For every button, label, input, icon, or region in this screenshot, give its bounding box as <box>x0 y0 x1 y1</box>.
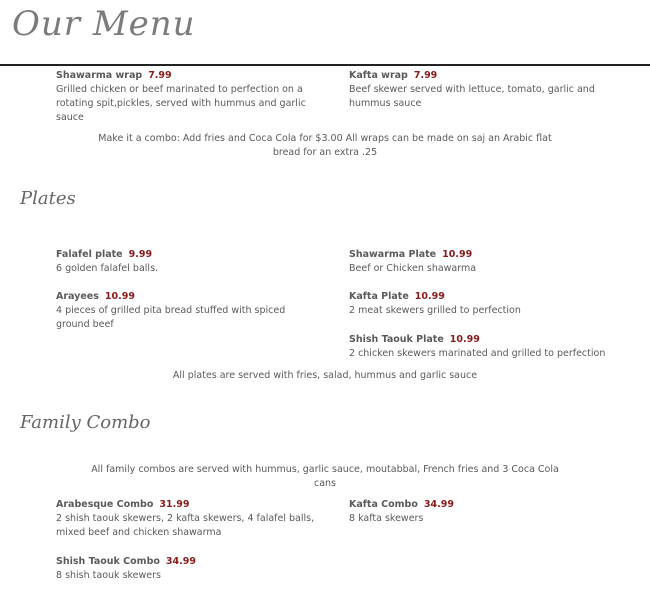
item-description: 8 kafta skewers <box>349 513 424 524</box>
menu-item-kafta-wrap <box>349 69 609 111</box>
menu-title: Our Menu <box>12 4 196 44</box>
note-line: cans <box>313 478 336 489</box>
note-line: All family combos are served with hummus, garlic sauce, moutabbal, French fries and 3 Coca Cola <box>91 464 559 475</box>
item-name: Shawarma Plate <box>349 249 437 260</box>
note-line: bread for an extra .25 <box>272 147 378 158</box>
plates-note: All plates are served with fries, salad, hummus and garlic sauce <box>172 370 478 381</box>
menu-item-shish-taouk-combo <box>56 555 316 583</box>
menu-item-arabesque-combo <box>56 498 316 540</box>
item-price: 9.99 <box>128 249 153 260</box>
note-line: Make it a combo: Add fries and Coca Cola for $3.00 All wraps can be made on saj an Arabic flat <box>98 133 552 144</box>
item-name: Arabesque Combo <box>56 499 154 510</box>
menu-item-shawarma-wrap <box>56 69 316 125</box>
item-price: 31.99 <box>159 499 190 510</box>
item-description: 8 shish taouk skewers <box>56 570 161 581</box>
item-name: Shish Taouk Combo <box>56 556 160 567</box>
item-price: 10.99 <box>449 334 480 345</box>
menu-item-arayees <box>56 290 316 332</box>
item-price: 34.99 <box>165 556 196 567</box>
item-name: Kafta wrap <box>349 70 408 81</box>
item-description: 2 chicken skewers marinated and grilled to perfection <box>349 348 606 359</box>
item-price: 7.99 <box>413 70 438 81</box>
item-name: Shish Taouk Plate <box>349 334 444 345</box>
menu-item-falafel-plate <box>56 248 316 276</box>
wraps-combo-note <box>0 132 650 160</box>
menu-item-shawarma-plate <box>349 248 609 276</box>
item-description: 2 meat skewers grilled to perfection <box>349 305 521 316</box>
item-description: 4 pieces of grilled pita bread stuffed with spiced ground beef <box>56 305 286 330</box>
item-price: 7.99 <box>148 70 172 81</box>
menu-item-kafta-combo <box>349 498 609 526</box>
item-description: Beef or Chicken shawarma <box>349 263 477 274</box>
family-combo-note <box>0 463 650 491</box>
item-name: Kafta Combo <box>349 499 418 510</box>
section-title-plates: Plates <box>20 188 76 209</box>
header-divider <box>0 64 650 66</box>
menu-item-shish-taouk-plate <box>349 333 619 361</box>
item-name: Kafta Plate <box>349 291 409 302</box>
item-price: 34.99 <box>423 499 454 510</box>
item-description: 6 golden falafel balls. <box>56 263 159 274</box>
item-name: Shawarma wrap <box>56 70 143 81</box>
item-name: Falafel plate <box>56 249 123 260</box>
section-title-family-combo: Family Combo <box>20 412 151 433</box>
item-name: Arayees <box>56 291 99 302</box>
item-price: 10.99 <box>104 291 135 302</box>
item-price: 10.99 <box>442 249 473 260</box>
item-description: 2 shish taouk skewers, 2 kafta skewers, 4 falafel balls, mixed beef and chicken shawarma <box>56 513 315 538</box>
item-description: Beef skewer served with lettuce, tomato, garlic and hummus sauce <box>349 84 595 109</box>
item-description: Grilled chicken or beef marinated to perfection on a rotating spit,pickles, served with hummus and garlic sauce <box>56 84 306 123</box>
item-price: 10.99 <box>414 291 445 302</box>
menu-item-kafta-plate <box>349 290 609 318</box>
